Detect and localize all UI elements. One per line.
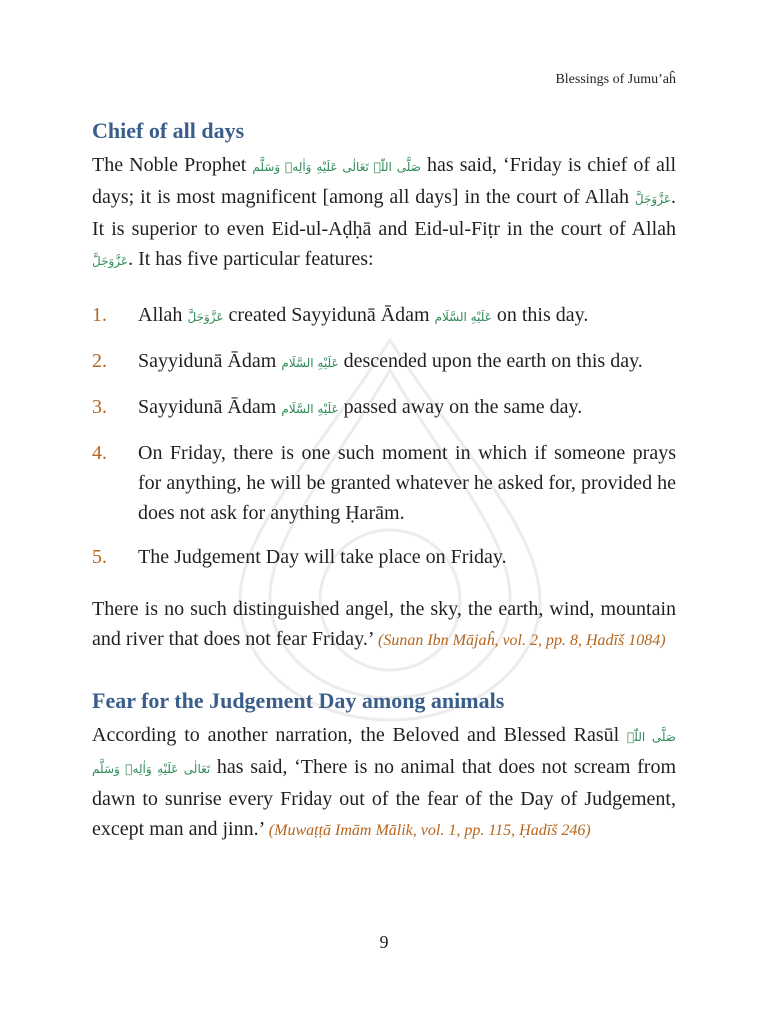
narration-paragraph [92,720,676,846]
page-number: 9 [379,932,389,952]
arabic-alayhis-salam: عَلَیْهِ السَّلَام [281,402,339,416]
closing-paragraph [92,594,676,656]
list-item-text [138,300,676,332]
arabic-salawat: صَلَّی اللّٰہ تَعَالٰی عَلَیْهِ وَاٰلِهٖ وَسَلَّم [252,160,421,174]
arabic-azza-wa-jal: عَزَّوَجَلَّ [634,192,672,206]
hadith-reference: (Sunan Ibn Mājaĥ, vol. 2, pp. 8, Ḥadīš 1084) [378,632,666,649]
intro-text-1: The Noble Prophet [92,154,247,176]
hadith-reference: (Muwaṭṭā Imām Mālik, vol. 1, pp. 115, Ḥadīš 246) [268,822,591,839]
page-content [92,116,676,846]
running-title: Blessings of Jumu’aĥ [555,72,676,87]
list-item [92,438,676,528]
narration-text-1: According to another narration, the Beloved and Blessed Rasūl [92,724,620,746]
features-list [92,300,676,572]
section-fear-judgement-day [92,686,676,846]
list-text: Sayyidunā Ādam [138,350,277,372]
list-text: descended upon the earth on this day. [343,350,643,372]
list-text: passed away on the same day. [343,396,583,418]
intro-text-3: . It is superior to even Eid-ul-Aḍḥā and Eid-ul-Fiṭr in the court of Allah [92,186,677,240]
list-number: 3. [92,396,107,418]
arabic-salawat: صَلَّی اللّٰہ تَعَالٰی عَلَیْهِ وَاٰلِهٖ وَسَلَّم [92,730,676,776]
list-number: 4. [92,442,107,464]
intro-paragraph [92,150,676,276]
list-text: created Sayyidunā Ādam [228,304,430,326]
arabic-alayhis-salam: عَلَیْهِ السَّلَام [434,310,492,324]
list-item-text [138,346,676,378]
list-item-text: On Friday, there is one such moment in which if someone prays for anything, he will be granted whatever he asked for, provided he does not ask for anything Ḥarām. [138,442,676,524]
closing-text: There is no such distinguished angel, the sky, the earth, wind, mountain and river that does not fear Friday.’ [92,598,676,650]
list-text: on this day. [496,304,589,326]
list-text: Allah [138,304,183,326]
list-number: 2. [92,350,107,372]
list-item-text [138,392,676,424]
arabic-alayhis-salam: عَلَیْهِ السَّلَام [281,356,339,370]
list-item-text: The Judgement Day will take place on Friday. [138,546,507,568]
section-heading-chief-of-all-days: Chief of all days [92,118,245,143]
list-item [92,392,676,424]
list-number: 1. [92,304,107,326]
list-item [92,542,676,572]
arabic-azza-wa-jal: عَزَّوَجَلَّ [187,310,224,324]
intro-text-4: . It has five particular features: [128,248,374,270]
list-item [92,300,676,332]
list-item [92,346,676,378]
list-number: 5. [92,546,107,568]
intro-text-2: has said, ‘Friday is chief of all days; it is most magnificent [among all days] in the court of Allah [92,154,677,208]
narration-text-2: has said, ‘There is no animal that does not scream from dawn to sunrise every Friday out of the fear of the Day of Judgement, except man and jinn.’ [92,756,677,840]
arabic-azza-wa-jal: عَزَّوَجَلَّ [92,254,129,268]
section-heading-fear-judgement-day: Fear for the Judgement Day among animals [92,688,505,713]
list-text: Sayyidunā Ādam [138,396,277,418]
